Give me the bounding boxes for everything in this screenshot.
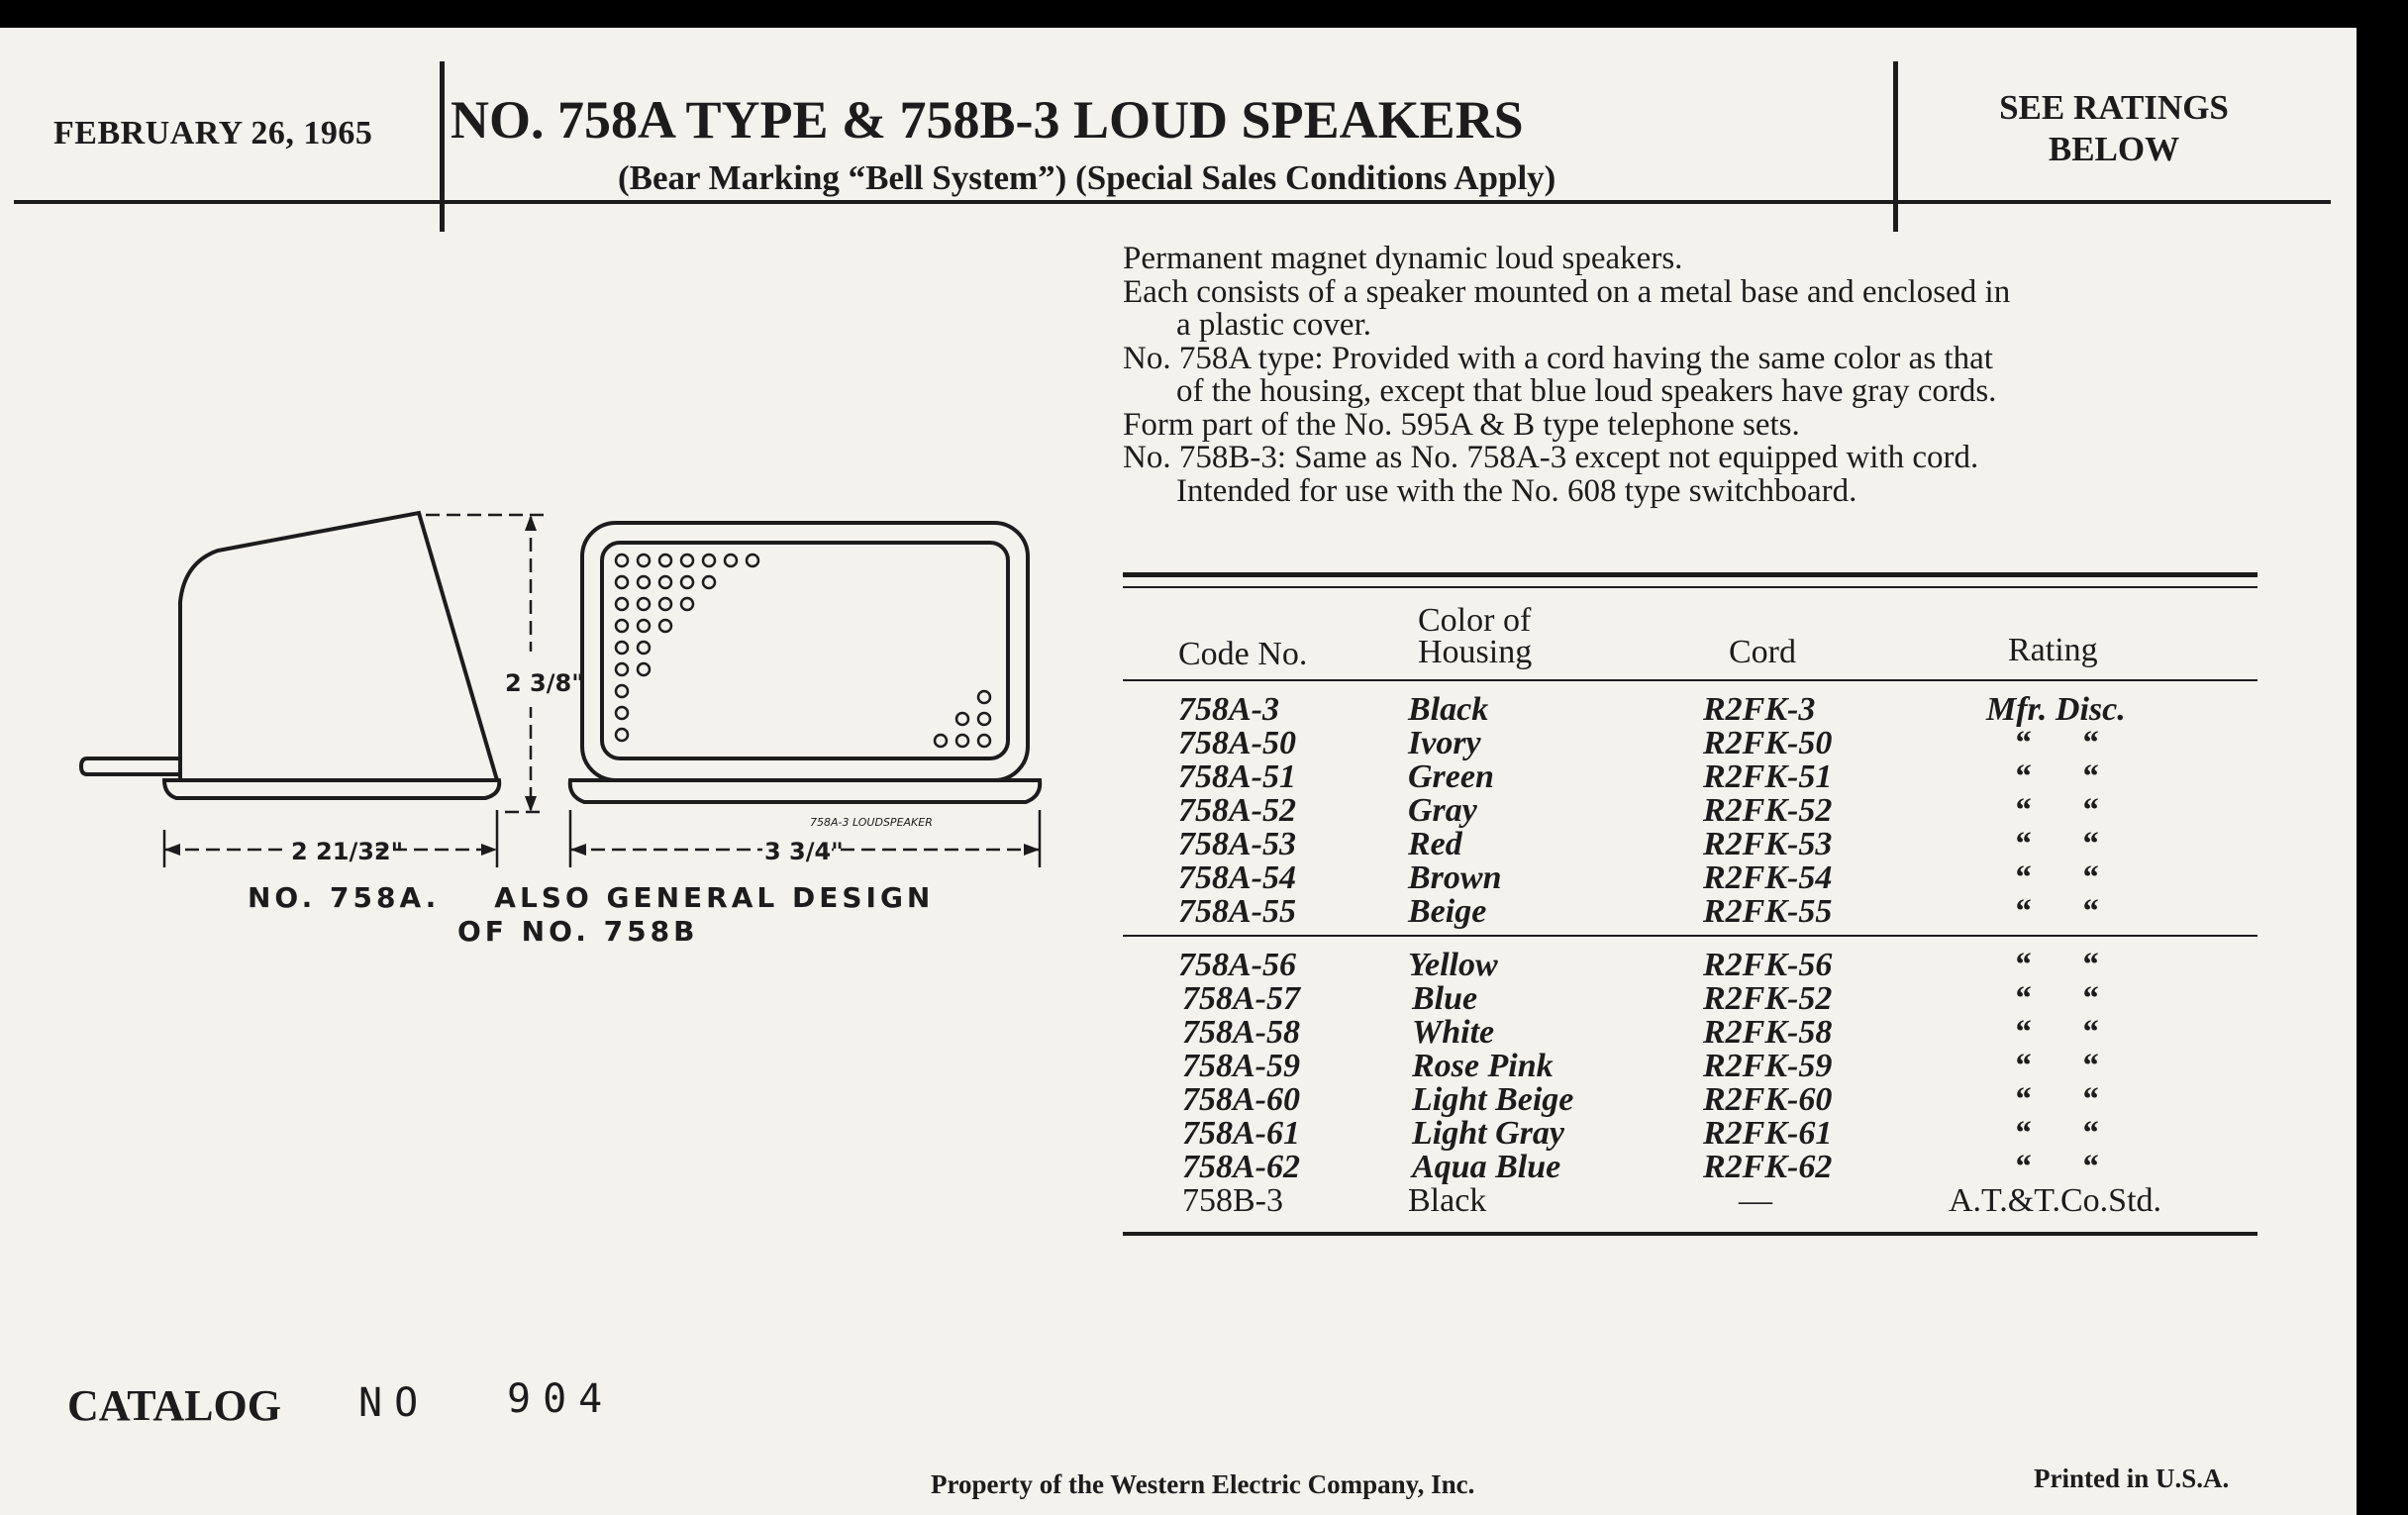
cell-cord: R2FK-58 — [1703, 1014, 1833, 1051]
cell-rating: “ “ — [2014, 893, 2098, 930]
cell-code: 758A-57 — [1182, 980, 1300, 1017]
cell-rating: “ “ — [2014, 947, 2098, 983]
page-title: NO. 758A TYPE & 758B-3 LOUD SPEAKERS — [451, 90, 1524, 150]
front-view-grille-panel — [602, 543, 1008, 758]
description-line: Form part of the No. 595A & B type telephone sets. — [1123, 406, 1800, 443]
cell-cord: — — [1739, 1182, 1772, 1219]
cell-rating: Mfr. Disc. — [1986, 691, 2126, 728]
col-header-cord: Cord — [1729, 634, 1796, 670]
grille-holes — [616, 555, 990, 747]
cell-color: Yellow — [1408, 947, 1498, 983]
drawing-caption-line2: OF NO. 758B — [457, 915, 699, 948]
cell-cord: R2FK-60 — [1703, 1081, 1833, 1118]
table-top-rule-thin — [1123, 586, 2258, 588]
side-view-base — [164, 780, 499, 798]
footer-printed: Printed in U.S.A. — [2034, 1464, 2230, 1493]
cell-rating: A.T.&T.Co.Std. — [1949, 1182, 2162, 1219]
cell-color: Light Gray — [1412, 1115, 1564, 1152]
cell-cord: R2FK-53 — [1703, 826, 1833, 862]
cell-code: 758A-50 — [1178, 725, 1296, 761]
col-header-color-line1: Color of — [1418, 602, 1532, 639]
cell-rating: “ “ — [2014, 1149, 2098, 1185]
cell-cord: R2FK-3 — [1703, 691, 1816, 728]
cell-code: 758A-61 — [1182, 1115, 1300, 1152]
cell-code: 758A-52 — [1178, 792, 1296, 829]
cell-cord: R2FK-50 — [1703, 725, 1833, 761]
cell-color: Black — [1408, 1182, 1487, 1219]
front-view-base — [570, 780, 1040, 802]
cell-cord: R2FK-51 — [1703, 758, 1833, 795]
issue-date: FEBRUARY 26, 1965 — [53, 115, 373, 152]
product-description — [1123, 243, 2271, 508]
catalog-no-label: NO — [358, 1380, 431, 1426]
height-dimension-label: 2 3/8" — [505, 669, 584, 697]
cell-rating: “ “ — [2014, 1115, 2098, 1152]
description-line: Each consists of a speaker mounted on a metal base and enclosed in — [1123, 273, 2011, 310]
nameplate-label: 758A-3 LOUDSPEAKER — [810, 816, 933, 829]
cell-color: White — [1412, 1014, 1495, 1051]
cell-rating: “ “ — [2014, 1014, 2098, 1051]
cell-cord: R2FK-59 — [1703, 1048, 1833, 1084]
cell-cord: R2FK-52 — [1703, 980, 1833, 1017]
cell-color: Blue — [1412, 980, 1478, 1017]
cell-code: 758A-56 — [1178, 947, 1296, 983]
cell-cord: R2FK-61 — [1703, 1115, 1833, 1152]
header-separator — [1123, 679, 2258, 681]
table-bottom-rule — [1123, 1232, 2258, 1236]
cell-code: 758B-3 — [1182, 1182, 1283, 1219]
see-ratings-line1: SEE RATINGS — [1999, 88, 2229, 127]
col-header-color-line2: Housing — [1418, 634, 1533, 670]
description-line: a plastic cover. — [1176, 307, 1372, 343]
description-line: No. 758B-3: Same as No. 758A-3 except not equipped with cord. — [1123, 440, 1979, 475]
side-view-housing — [180, 513, 497, 780]
description-line: Intended for use with the No. 608 type switchboard. — [1176, 472, 1857, 509]
footer-property: Property of the Western Electric Company, Inc. — [931, 1469, 1475, 1499]
description-line: Permanent magnet dynamic loud speakers. — [1123, 241, 1683, 276]
catalog-label: CATALOG — [67, 1381, 281, 1430]
cell-rating: “ “ — [2014, 826, 2098, 862]
cell-color: Rose Pink — [1412, 1048, 1554, 1084]
see-ratings-line2: BELOW — [2048, 130, 2180, 168]
cell-rating: “ “ — [2014, 758, 2098, 795]
group-separator — [1123, 935, 2258, 937]
header-divider-right — [1893, 61, 1898, 232]
cell-code: 758A-62 — [1182, 1149, 1300, 1185]
cell-color: Brown — [1408, 859, 1502, 896]
cell-rating: “ “ — [2014, 725, 2098, 761]
cell-cord: R2FK-62 — [1703, 1149, 1833, 1185]
cell-cord: R2FK-54 — [1703, 859, 1833, 896]
cell-color: Aqua Blue — [1412, 1149, 1561, 1185]
col-header-rating: Rating — [2008, 632, 2098, 668]
cell-color: Beige — [1408, 893, 1487, 930]
cell-code: 758A-3 — [1178, 691, 1279, 728]
cell-code: 758A-53 — [1178, 826, 1296, 862]
cell-code: 758A-55 — [1178, 893, 1296, 930]
cell-code: 758A-59 — [1182, 1048, 1300, 1084]
cell-code: 758A-54 — [1178, 859, 1296, 896]
cell-color: Green — [1408, 758, 1494, 795]
cell-color: Red — [1408, 826, 1462, 862]
description-line: No. 758A type: Provided with a cord having the same color as that — [1123, 340, 1993, 376]
cell-rating: “ “ — [2014, 859, 2098, 896]
cell-color: Light Beige — [1412, 1081, 1574, 1118]
see-ratings-note — [1941, 87, 2287, 170]
cell-code: 758A-51 — [1178, 758, 1296, 795]
cell-rating: “ “ — [2014, 1081, 2098, 1118]
cell-cord: R2FK-52 — [1703, 792, 1833, 829]
cell-color: Black — [1408, 691, 1489, 728]
catalog-number: 904 — [507, 1376, 615, 1422]
cell-color: Gray — [1408, 792, 1477, 829]
cell-rating: “ “ — [2014, 980, 2098, 1017]
cell-code: 758A-60 — [1182, 1081, 1300, 1118]
width-dimension-label: 3 3/4" — [764, 838, 844, 865]
cell-cord: R2FK-56 — [1703, 947, 1833, 983]
header-rule — [14, 200, 2331, 204]
table-top-rule — [1123, 572, 2258, 577]
cell-cord: R2FK-55 — [1703, 893, 1833, 930]
description-line: of the housing, except that blue loud speakers have gray cords. — [1176, 373, 1997, 409]
ratings-table — [1123, 572, 2258, 1246]
drawing-caption-line1: NO. 758A. ALSO GENERAL DESIGN — [248, 881, 935, 914]
catalog-card — [0, 28, 2357, 1515]
speaker-technical-drawing — [69, 493, 1059, 909]
cell-rating: “ “ — [2014, 1048, 2098, 1084]
header-divider-left — [440, 61, 445, 232]
page-subtitle: (Bear Marking “Bell System”) (Special Sales Conditions Apply) — [618, 158, 1556, 197]
col-header-code: Code No. — [1178, 636, 1308, 672]
depth-dimension-label: 2 21/32" — [291, 838, 404, 865]
side-view-cord — [81, 758, 180, 774]
cell-rating: “ “ — [2014, 792, 2098, 829]
cell-code: 758A-58 — [1182, 1014, 1300, 1051]
cell-color: Ivory — [1408, 725, 1481, 761]
